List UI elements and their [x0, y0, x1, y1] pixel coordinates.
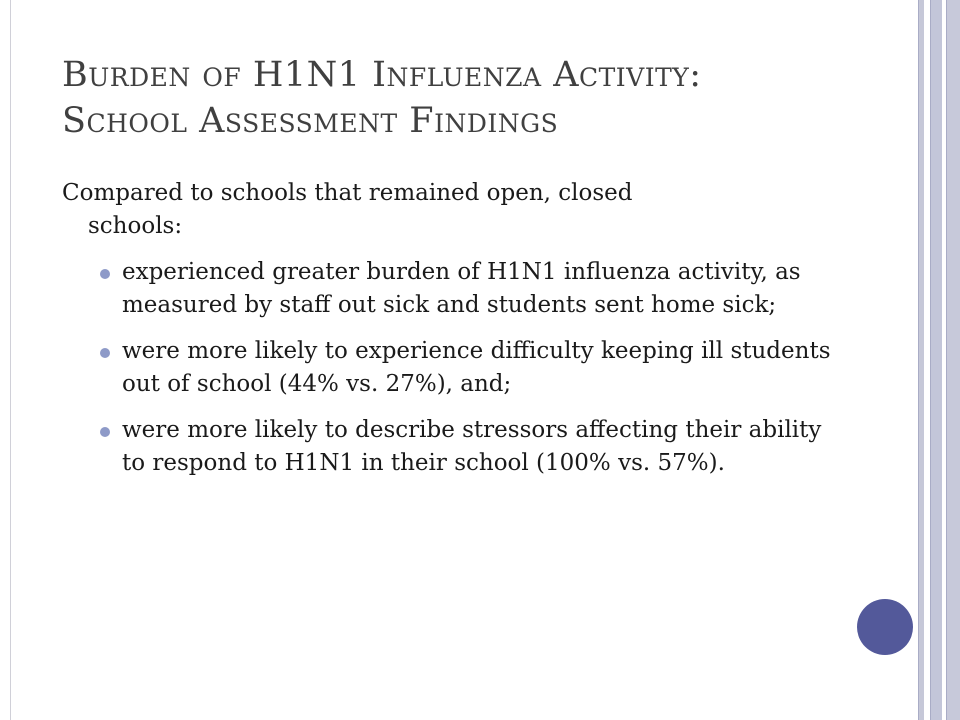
bullet-dot-icon — [100, 348, 110, 358]
lead-paragraph — [62, 177, 852, 243]
lead-line-2: schools: — [88, 213, 183, 239]
slide-body — [62, 177, 852, 493]
bullet-item — [62, 256, 842, 322]
bullet-item — [62, 335, 842, 401]
decorative-circle — [857, 599, 913, 655]
slide-title — [62, 52, 882, 144]
band-divider — [930, 0, 931, 720]
band-divider — [918, 0, 919, 720]
band-divider — [946, 0, 947, 720]
decorative-band — [930, 0, 942, 720]
lead-line-1: Compared to schools that remained open, closed — [62, 180, 633, 206]
bullet-text: experienced greater burden of H1N1 influenza activity, as measured by staff out sick and students sent home sick; — [122, 259, 801, 318]
bullet-dot-icon — [100, 427, 110, 437]
title-line-1: Burden of H1N1 Influenza Activity: — [62, 55, 702, 95]
bullet-list — [62, 256, 852, 480]
bullet-dot-icon — [100, 269, 110, 279]
bullet-text: were more likely to experience difficulty keeping ill students out of school (44% vs. 27%), and; — [122, 338, 831, 397]
bullet-item — [62, 414, 842, 480]
decorative-band — [946, 0, 960, 720]
title-line-2: School Assessment Findings — [62, 101, 559, 141]
bullet-text: were more likely to describe stressors affecting their ability to respond to H1N1 in their school (100% vs. 57%). — [122, 417, 822, 476]
